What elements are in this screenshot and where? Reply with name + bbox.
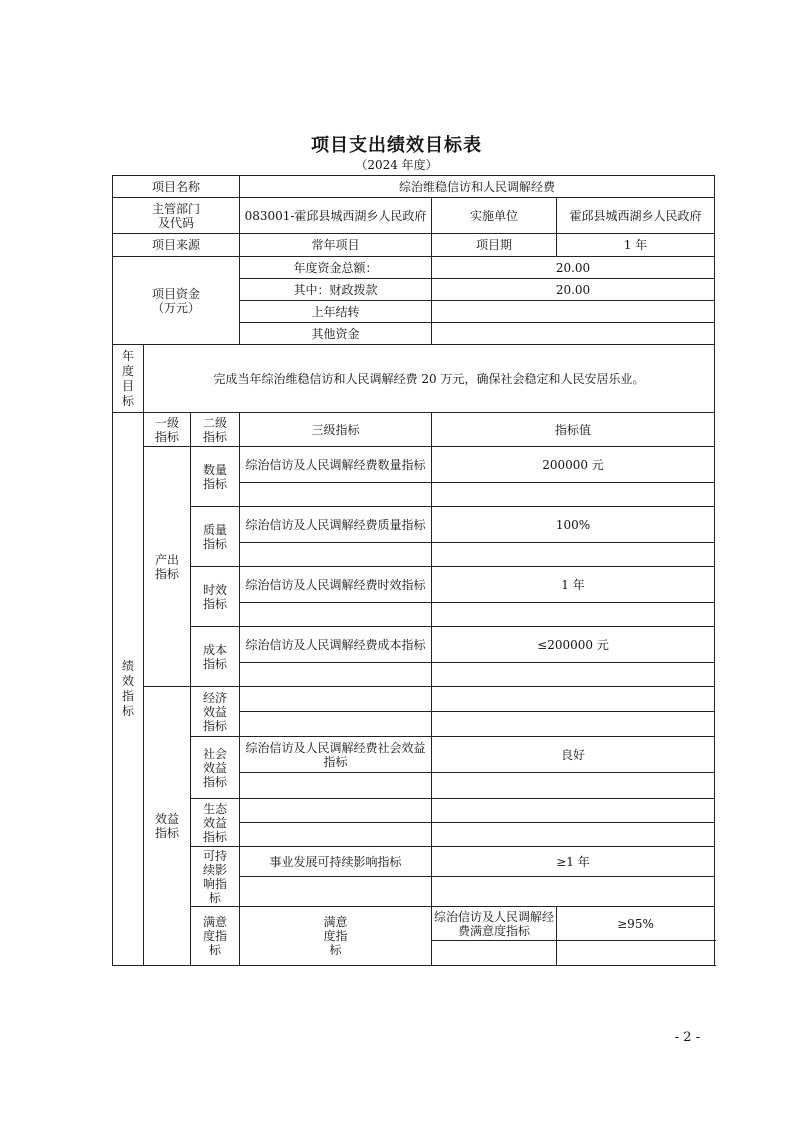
quality-indicator-value: 100% [432, 507, 715, 543]
table-row [113, 257, 715, 279]
sustainable-label-line1: 可持 [202, 848, 227, 863]
satisfaction-label-line1: 满意 [202, 915, 227, 929]
satisfaction-label-line3: 标 [208, 943, 221, 957]
funds-label-line2: （万元） [151, 300, 200, 315]
empty-cell [432, 941, 557, 966]
quantity-indicator-item: 综治信访及人民调解经费数量指标 [240, 447, 432, 483]
fund-total-value: 20.00 [432, 257, 715, 279]
header-level2-line1: 二级 [202, 415, 227, 430]
table-row [113, 447, 715, 483]
empty-cell [432, 877, 715, 907]
sustainable-impact-value: ≥1 年 [432, 847, 715, 877]
economic-label-line3: 指标 [202, 718, 227, 733]
performance-target-table [112, 175, 715, 966]
fund-carryover-value [432, 301, 715, 323]
sustainable-label-line3: 响指 [202, 876, 227, 891]
empty-cell [240, 603, 432, 627]
quality-label-line2: 指标 [202, 536, 227, 551]
sustainable-impact-item: 事业发展可持续影响指标 [240, 847, 432, 877]
header-level2-line2: 指标 [202, 429, 227, 444]
empty-cell [432, 687, 715, 712]
table-row [113, 799, 715, 823]
social-label-line1: 社会 [202, 746, 227, 761]
fund-fiscal-value: 20.00 [432, 279, 715, 301]
empty-cell [240, 823, 432, 847]
social-benefit-label [191, 737, 240, 799]
satisfaction-indicator-value: ≥95% [557, 907, 715, 941]
satisfaction-sub-line1: 满意 [323, 915, 348, 929]
goal-char: 目 [121, 378, 134, 393]
fund-fiscal-label: 其中：财政拨款 [240, 279, 432, 301]
quantity-indicator-label [191, 447, 240, 507]
project-name-label: 项目名称 [113, 176, 240, 198]
performance-indicators-label [113, 413, 144, 966]
satisfaction-sub-label [240, 907, 432, 966]
quantity-indicator-value: 200000 元 [432, 447, 715, 483]
year-subtitle: （2024 年度） [355, 158, 438, 172]
benefit-indicator-label [144, 687, 191, 966]
header-value: 指标值 [432, 413, 715, 447]
goal-char: 年 [121, 348, 134, 363]
economic-benefit-label [191, 687, 240, 737]
cost-indicator-value: ≤200000 元 [432, 627, 715, 663]
project-source-label: 项目来源 [113, 234, 240, 257]
fund-total-label: 年度资金总额： [240, 257, 432, 279]
indicator-char: 标 [121, 704, 134, 718]
empty-cell [432, 799, 715, 823]
header-level2 [191, 413, 240, 447]
cost-label-line1: 成本 [202, 642, 227, 657]
page-title: 项目支出绩效目标表 [311, 135, 482, 156]
goal-char: 度 [121, 363, 134, 378]
header-level1 [144, 413, 191, 447]
header-level1-line1: 一级 [154, 415, 179, 430]
empty-cell [240, 773, 432, 799]
page-number: - 2 - [674, 1030, 700, 1045]
ecological-benefit-label [191, 799, 240, 847]
empty-cell [432, 823, 715, 847]
project-period-label: 项目期 [432, 234, 557, 257]
timeliness-indicator-label [191, 567, 240, 627]
department-label-line1: 主管部门 [151, 201, 200, 216]
satisfaction-label-line2: 度指 [202, 929, 227, 943]
table-row [113, 198, 715, 234]
table-row [113, 627, 715, 663]
sustainable-label-line2: 续影 [202, 862, 227, 877]
table-row [113, 847, 715, 877]
benefit-label-line1: 效益 [154, 812, 179, 826]
table-row [113, 176, 715, 198]
empty-cell [240, 712, 432, 737]
social-label-line2: 效益 [202, 760, 227, 775]
fund-carryover-label: 上年结转 [240, 301, 432, 323]
empty-cell [432, 712, 715, 737]
empty-cell [432, 483, 715, 507]
economic-label-line2: 效益 [202, 704, 227, 719]
output-indicator-label [144, 447, 191, 687]
timeliness-indicator-item: 综治信访及人民调解经费时效指标 [240, 567, 432, 603]
empty-cell [240, 799, 432, 823]
implementing-unit-value: 霍邱县城西湖乡人民政府 [557, 198, 715, 234]
cost-label-line2: 指标 [202, 656, 227, 671]
indicator-char: 绩 [121, 659, 134, 673]
empty-cell [432, 603, 715, 627]
goal-char: 标 [121, 393, 134, 408]
table-row [113, 234, 715, 257]
timeliness-label-line1: 时效 [202, 582, 227, 597]
sustainable-label-line4: 标 [208, 890, 221, 905]
satisfaction-sub-line2: 度指 [323, 929, 348, 943]
empty-cell [240, 877, 432, 907]
quality-label-line1: 质量 [202, 522, 227, 537]
benefit-label-line2: 指标 [154, 826, 179, 840]
ecological-label-line2: 效益 [202, 815, 227, 830]
empty-cell [432, 773, 715, 799]
cost-indicator-item: 综治信访及人民调解经费成本指标 [240, 627, 432, 663]
fund-other-value [432, 323, 715, 345]
satisfaction-indicator-item: 综治信访及人民调解经费满意度指标 [432, 907, 557, 941]
quantity-label-line1: 数量 [202, 462, 227, 477]
indicator-char: 效 [121, 674, 134, 688]
project-name-value: 综治维稳信访和人民调解经费 [240, 176, 715, 198]
department-value: 083001-霍邱县城西湖乡人民政府 [240, 198, 432, 234]
department-label-line2: 及代码 [157, 215, 194, 230]
table-row [113, 413, 715, 447]
cost-indicator-label [191, 627, 240, 687]
economic-label-line1: 经济 [202, 690, 227, 705]
indicator-char: 指 [121, 689, 134, 703]
header-level1-line2: 指标 [154, 429, 179, 444]
output-label-line2: 指标 [154, 566, 179, 581]
annual-goal-text: 完成当年综治维稳信访和人民调解经费 20 万元，确保社会稳定和人民安居乐业。 [144, 345, 715, 413]
empty-cell [557, 941, 715, 966]
ecological-label-line1: 生态 [202, 801, 227, 816]
social-benefit-value: 良好 [432, 737, 715, 773]
table-row [113, 687, 715, 712]
project-source-value: 常年项目 [240, 234, 432, 257]
empty-cell [240, 687, 432, 712]
table-row [113, 907, 715, 941]
timeliness-label-line2: 指标 [202, 596, 227, 611]
funds-label [113, 257, 240, 345]
table-row [113, 737, 715, 773]
empty-cell [432, 543, 715, 567]
social-label-line3: 指标 [202, 774, 227, 789]
ecological-label-line3: 指标 [202, 829, 227, 844]
satisfaction-sub-line3: 标 [329, 943, 342, 957]
empty-cell [240, 543, 432, 567]
social-benefit-item: 综治信访及人民调解经费社会效益指标 [240, 737, 432, 773]
department-label [113, 198, 240, 234]
project-period-value: 1 年 [557, 234, 715, 257]
quality-indicator-label [191, 507, 240, 567]
table-row [113, 345, 715, 413]
empty-cell [240, 483, 432, 507]
annual-goal-label [113, 345, 144, 413]
satisfaction-indicator-label [191, 907, 240, 966]
fund-other-label: 其他资金 [240, 323, 432, 345]
timeliness-indicator-value: 1 年 [432, 567, 715, 603]
quantity-label-line2: 指标 [202, 476, 227, 491]
implementing-unit-label: 实施单位 [432, 198, 557, 234]
empty-cell [432, 663, 715, 687]
header-level3: 三级指标 [240, 413, 432, 447]
quality-indicator-item: 综治信访及人民调解经费质量指标 [240, 507, 432, 543]
output-label-line1: 产出 [154, 552, 179, 567]
funds-label-line1: 项目资金 [151, 286, 200, 301]
sustainable-impact-label [191, 847, 240, 907]
table-row [113, 507, 715, 543]
table-row [113, 567, 715, 603]
empty-cell [240, 663, 432, 687]
